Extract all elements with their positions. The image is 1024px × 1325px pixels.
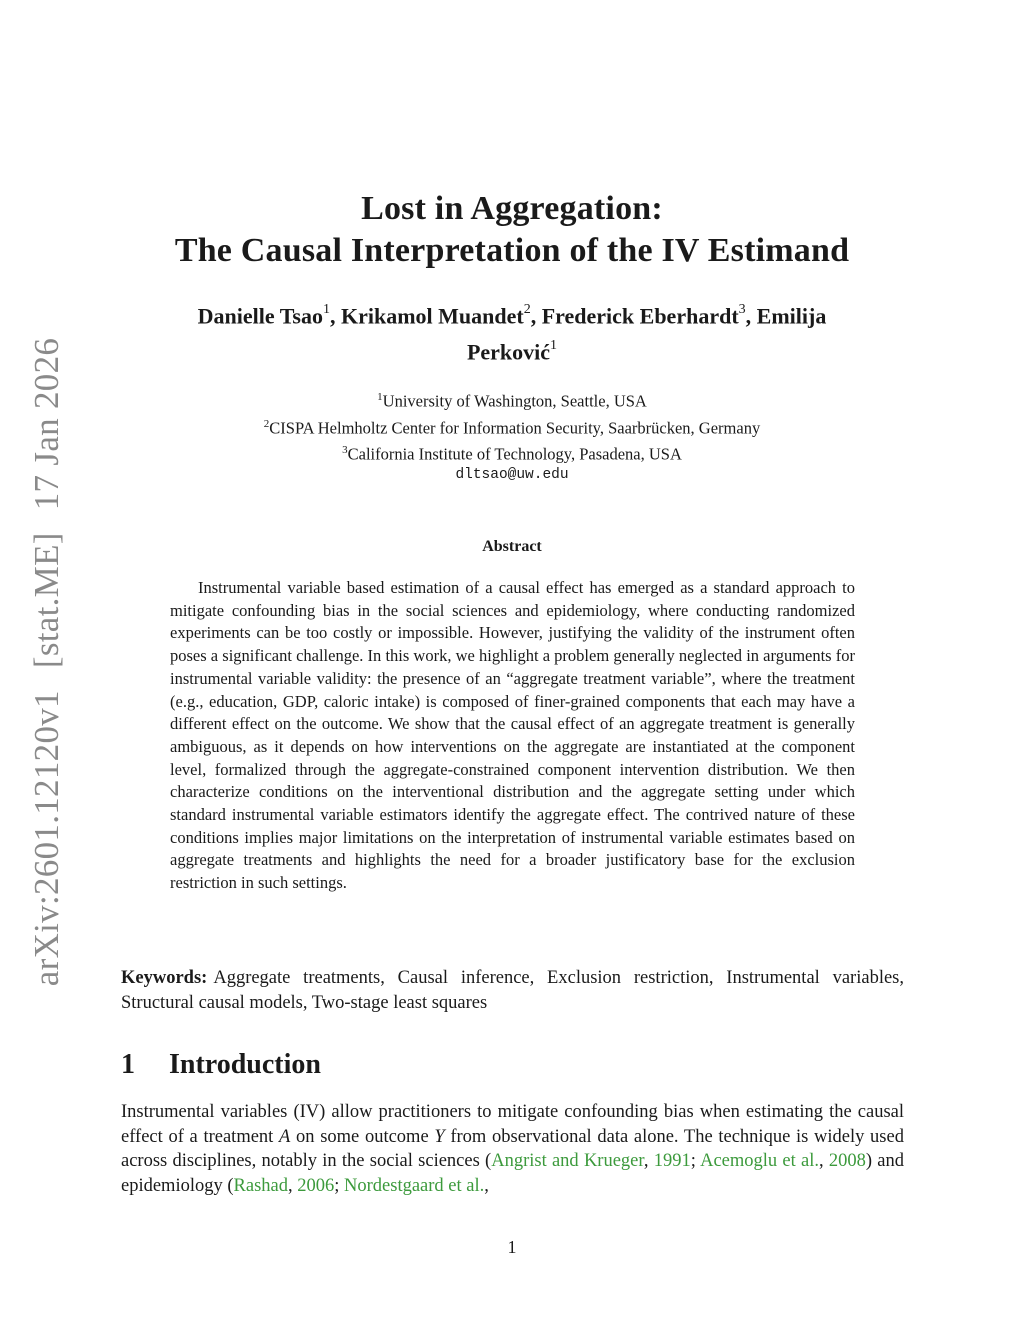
citation-link[interactable]: 2008 — [828, 1151, 866, 1171]
author-affiliation-mark: 2 — [523, 302, 531, 317]
abstract-body: Instrumental variable based estimation of a causal effect has emerged as a standard approach to mitigate confounding bias in the social sciences and epidemiology, where conducting randomized experiments can be too costly or impossible. However, justifying the validity of the instrument often poses a significant challenge. In this work, we highlight a problem generally neglected in arguments for instrumental variable validity: the presence of an “aggregate treatment variable”, where the treatment (e.g., education, GDP, caloric intake) is composed of finer-grained components that each may have a different effect on the outcome. We show that the causal effect of an aggregate treatment is generally ambiguous, as it depends on how interventions on the aggregate are instantiated at the component level, formalized through the aggregate-constrained component intervention distribution. We then characterize conditions on the interventional distribution and the aggregate setting under which standard instrumental variable estimators identify the aggregate effect. The contrived nature of these conditions implies major limitations on the interpretation of instrumental variable estimates based on aggregate treatments and highlights the need for a broader justificatory base for the exclusion restriction in such settings. — [170, 578, 855, 893]
citation-link[interactable]: Acemoglu et al. — [700, 1151, 819, 1171]
arxiv-id: arXiv:2601.12120v1 — [27, 690, 66, 987]
paper-title — [0, 188, 1024, 272]
author-name: Emilija — [756, 303, 827, 329]
citation-link[interactable]: 1991 — [653, 1151, 691, 1171]
author-name: Krikamol Muandet — [340, 303, 524, 329]
math-variable: A — [279, 1126, 291, 1147]
citation-link[interactable]: Rashad — [233, 1175, 288, 1196]
section-number: 1 — [121, 1049, 135, 1080]
affiliation-item: $^2$CISPA Helmholtz Center for Information Security, Saarbrücken, Germany — [263, 417, 761, 437]
affiliation-item: $^3$California Institute of Technology, Pasadena, USA — [342, 444, 682, 464]
section-title: Introduction — [169, 1049, 321, 1080]
author-affiliation-mark: 1 — [550, 338, 558, 354]
author-name: Perković — [466, 339, 551, 365]
section-heading — [121, 1049, 321, 1081]
contact-email[interactable]: dltsao@uw.edu — [455, 467, 569, 483]
keywords-text: Aggregate treatments, Causal inference, Exclusion restriction, Instrumental variables, Structural causal models, Two-stage least squares — [121, 968, 904, 1013]
abstract-heading: Abstract — [482, 538, 542, 555]
title-line-1: Lost in Aggregation: — [361, 190, 663, 227]
author-line-1: Danielle Tsao$^1$, Krikamol Muandet$^2$, Frederick Eberhardt$^3$, Emilija — [197, 302, 827, 329]
keywords-label: Keywords: — [121, 968, 208, 988]
author-name: Danielle Tsao — [197, 303, 323, 329]
citation-link[interactable]: Angrist and Krueger — [491, 1151, 644, 1171]
math-variable: Y — [434, 1126, 445, 1147]
author-affiliation-mark: 3 — [738, 302, 746, 317]
keywords-block — [121, 966, 904, 1015]
affiliation-list — [0, 386, 1024, 466]
intro-paragraph: Instrumental variables (IV) allow practitioners to mitigate confounding bias when estimating the causal effect of a treatment A on some outcome Y from observational data alone. The technique is widely used across disciplines, notably in the social sciences (Angrist and Krueger, 1991; Acemoglu et al., 2008) and epidemiology (Rashad, 2006; Nordestgaard et al., — [121, 1102, 905, 1196]
affiliation-item: $^1$University of Washington, Seattle, USA — [377, 391, 647, 411]
arxiv-category: [stat.ME] — [27, 532, 66, 669]
arxiv-date: 17 Jan 2026 — [27, 337, 66, 511]
author-list — [0, 296, 1024, 369]
author-affiliation-mark: 1 — [322, 302, 330, 317]
citation-link[interactable]: 2006 — [297, 1175, 335, 1196]
page-number: 1 — [507, 1237, 517, 1257]
title-line-2: The Causal Interpretation of the IV Estimand — [174, 232, 850, 269]
author-name: Frederick Eberhardt — [541, 303, 739, 329]
author-line-2 — [0, 332, 1024, 368]
citation-link[interactable]: Nordestgaard et al. — [344, 1175, 485, 1196]
